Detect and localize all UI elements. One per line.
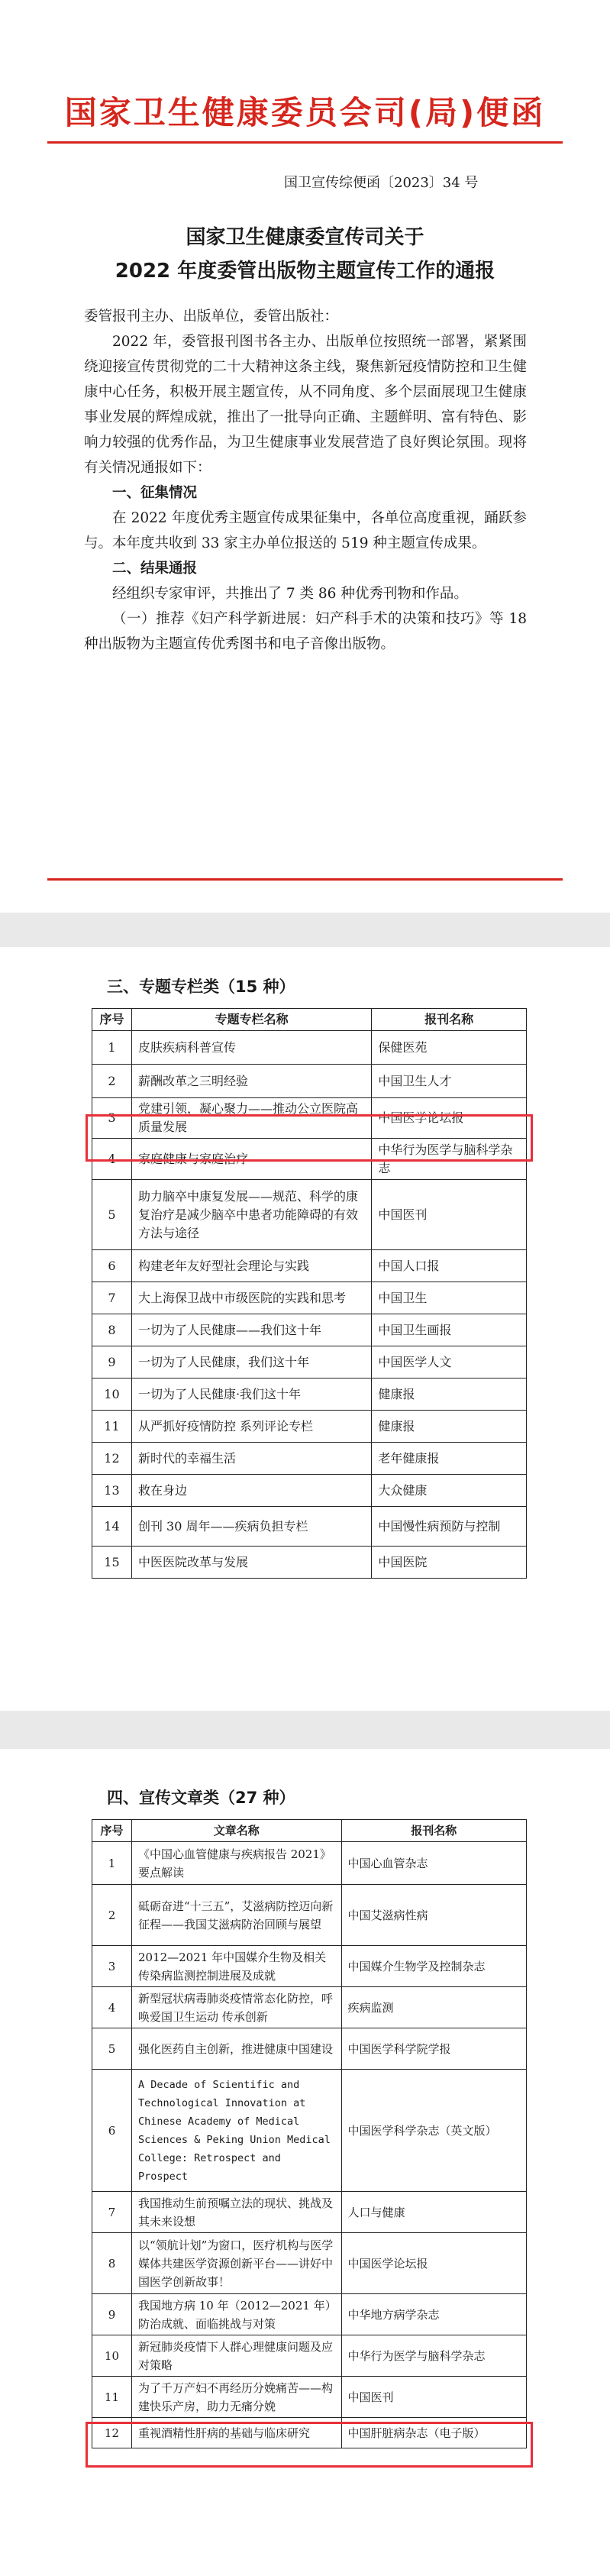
row-name: 砥砺奋进“十三五”，艾滋病防控迈向新征程——我国艾滋病防治回顾与展望 [131, 1885, 341, 1946]
row-journal: 中国卫生人才 [372, 1065, 527, 1098]
row-name: 新冠肺炎疫情下人群心理健康问题及应对策略 [131, 2335, 341, 2377]
row-no: 12 [92, 1443, 132, 1475]
table-row [92, 2418, 527, 2448]
row-name: 新时代的幸福生活 [131, 1443, 371, 1475]
table-row [92, 1282, 527, 1314]
row-no: 3 [92, 1946, 132, 1987]
row-name: 大上海保卫战中市级医院的实践和思考 [131, 1282, 371, 1314]
table-row [92, 1475, 527, 1507]
row-no: 2 [92, 1885, 132, 1946]
page-gap [0, 1711, 610, 1749]
row-no: 7 [92, 1282, 132, 1314]
row-journal: 人口与健康 [341, 2192, 526, 2233]
table-row [92, 2294, 527, 2335]
table-page-2 [0, 1749, 610, 2576]
header-journal: 报刊名称 [341, 1820, 526, 1842]
paragraph-recommend: （一）推荐《妇产科学新进展：妇产科手术的决策和技巧》等 18 种出版物为主题宣传优秀图书和电子音像出版物。 [84, 611, 527, 652]
row-journal: 中国医学论坛报 [341, 2233, 526, 2294]
row-journal: 中国医刊 [341, 2377, 526, 2418]
row-no: 11 [92, 2377, 132, 2418]
page-gap [0, 913, 610, 947]
letterhead-title: 国家卫生健康委员会司(局)便函 [64, 94, 546, 131]
row-no: 6 [92, 1250, 132, 1282]
paragraph-collection: 在 2022 年度优秀主题宣传成果征集中，各单位高度重视，踊跃参与。本年度共收到 33 家主办单位报送的 519 种主题宣传成果。 [84, 510, 527, 551]
row-journal: 中国医学人文 [372, 1346, 527, 1378]
row-name: 我国地方病 10 年（2012—2021 年）防治成就、面临挑战与对策 [131, 2294, 341, 2335]
section-title-articles: 四、宣传文章类（27 种） [107, 1789, 295, 1807]
articles-table [92, 1819, 527, 2448]
table-row [92, 1946, 527, 1987]
table-row [92, 2192, 527, 2233]
table-page-1 [0, 947, 610, 1711]
salutation: 委管报刊主办、出版单位，委管出版社： [84, 309, 339, 325]
row-no: 11 [92, 1411, 132, 1443]
document-title-line1: 国家卫生健康委宣传司关于 [186, 226, 424, 249]
row-name: 创刊 30 周年——疾病负担专栏 [131, 1507, 371, 1547]
row-journal: 保健医苑 [372, 1031, 527, 1065]
row-journal: 中国医院 [372, 1547, 527, 1579]
row-no: 9 [92, 1346, 132, 1378]
row-name: 一切为了人民健康——我们这十年 [131, 1314, 371, 1346]
row-no: 12 [92, 2418, 132, 2448]
table-row [92, 1507, 527, 1547]
row-no: 4 [92, 1139, 132, 1180]
row-journal: 中华行为医学与脑科学杂志 [341, 2335, 526, 2377]
row-journal: 大众健康 [372, 1475, 527, 1507]
row-name: 救在身边 [131, 1475, 371, 1507]
row-journal: 健康报 [372, 1411, 527, 1443]
heading-results: 二、结果通报 [112, 561, 198, 577]
row-name: 2012—2021 年中国媒介生物及相关传染病监测控制进展及成就 [131, 1946, 341, 1987]
letter-page [0, 0, 610, 913]
row-name: 新型冠状病毒肺炎疫情常态化防控，呼唤爱国卫生运动 传承创新 [131, 1987, 341, 2028]
table-row [92, 1346, 527, 1378]
table-header-row [92, 1009, 527, 1031]
row-name: 重视酒精性肝病的基础与临床研究 [131, 2418, 341, 2448]
document-number: 国卫宣传综便函〔2023〕34 号 [284, 175, 479, 191]
row-no: 14 [92, 1507, 132, 1547]
row-no: 9 [92, 2294, 132, 2335]
table-row [92, 2028, 527, 2070]
row-no: 5 [92, 1180, 132, 1250]
row-no: 1 [92, 1842, 132, 1885]
row-no: 15 [92, 1547, 132, 1579]
table-row [92, 1250, 527, 1282]
row-no: 5 [92, 2028, 132, 2070]
row-journal: 中国医刊 [372, 1180, 527, 1250]
row-no: 10 [92, 2335, 132, 2377]
heading-collection: 一、征集情况 [112, 485, 198, 501]
table-row [92, 1378, 527, 1411]
section-title-columns: 三、专题专栏类（15 种） [107, 978, 295, 996]
columns-table [92, 1008, 527, 1579]
row-name: 构建老年友好型社会理论与实践 [131, 1250, 371, 1282]
row-no: 1 [92, 1031, 132, 1065]
row-no: 8 [92, 2233, 132, 2294]
table-row [92, 1031, 527, 1065]
table-row [92, 2233, 527, 2294]
row-no: 8 [92, 1314, 132, 1346]
row-name: 一切为了人民健康，我们这十年 [131, 1346, 371, 1378]
row-name: 一切为了人民健康·我们这十年 [131, 1378, 371, 1411]
header-no: 序号 [92, 1009, 132, 1031]
row-no: 6 [92, 2070, 132, 2192]
paragraph-intro: 2022 年，委管报刊图书各主办、出版单位按照统一部署，紧紧围绕迎接宣传贯彻党的二十大精神这条主线，聚焦新冠疫情防控和卫生健康中心任务，积极开展主题宣传，从不同角度、多个层面展现卫生健康事业发展的辉煌成就，推出了一批导向正确、主题鲜明、富有特色、影响力较强的优秀作品，为卫生健康事业发展营造了良好舆论氛围。现将有关情况通报如下： [84, 334, 527, 476]
table-row [92, 2335, 527, 2377]
row-journal: 中国心血管杂志 [341, 1842, 526, 1885]
letterhead-rule [47, 141, 563, 144]
row-name: 我国推动生前预嘱立法的现状、挑战及其未来设想 [131, 2192, 341, 2233]
row-no: 4 [92, 1987, 132, 2028]
table-row [92, 1547, 527, 1579]
header-name: 专题专栏名称 [131, 1009, 371, 1031]
row-journal: 中国医学论坛报 [372, 1098, 527, 1139]
row-no: 3 [92, 1098, 132, 1139]
row-name: 助力脑卒中康复发展——规范、科学的康复治疗是减少脑卒中患者功能障碍的有效方法与途径 [131, 1180, 371, 1250]
footer-rule [47, 878, 563, 881]
row-journal: 疾病监测 [341, 1987, 526, 2028]
row-journal: 中国媒介生物学及控制杂志 [341, 1946, 526, 1987]
table-row [92, 1314, 527, 1346]
row-journal: 健康报 [372, 1378, 527, 1411]
row-journal: 中国慢性病预防与控制 [372, 1507, 527, 1547]
table-row [92, 1842, 527, 1885]
row-name: 薪酬改革之三明经验 [131, 1065, 371, 1098]
paragraph-results: 经组织专家审评，共推出了 7 类 86 种优秀刊物和作品。 [112, 586, 468, 602]
row-journal: 中华行为医学与脑科学杂志 [372, 1139, 527, 1180]
row-name: 中医医院改革与发展 [131, 1547, 371, 1579]
row-journal: 中国人口报 [372, 1250, 527, 1282]
table-row [92, 1139, 527, 1180]
row-name: 《中国心血管健康与疾病报告 2021》要点解读 [131, 1842, 341, 1885]
table-row [92, 2377, 527, 2418]
row-journal: 中国卫生 [372, 1282, 527, 1314]
table-row [92, 1885, 527, 1946]
row-no: 2 [92, 1065, 132, 1098]
row-no: 10 [92, 1378, 132, 1411]
row-no: 13 [92, 1475, 132, 1507]
row-journal: 老年健康报 [372, 1443, 527, 1475]
table-row [92, 1065, 527, 1098]
row-name: A Decade of Scientific and Technological Innovation at Chinese Academy of Medical Sciences & Peking Union Medical College: Retrospect and Prospect [131, 2070, 341, 2192]
table-row [92, 1180, 527, 1250]
row-name: 为了千万产妇不再经历分娩痛苦——构建快乐产房，助力无痛分娩 [131, 2377, 341, 2418]
table-header-row [92, 1820, 527, 1842]
row-no: 7 [92, 2192, 132, 2233]
table-row [92, 1443, 527, 1475]
row-name: 强化医药自主创新，推进健康中国建设 [131, 2028, 341, 2070]
table-row [92, 1987, 527, 2028]
row-journal: 中国艾滋病性病 [341, 1885, 526, 1946]
row-journal: 中国医学科学杂志（英文版） [341, 2070, 526, 2192]
row-name: 皮肤疾病科普宣传 [131, 1031, 371, 1065]
table-row [92, 1098, 527, 1139]
header-name: 文章名称 [131, 1820, 341, 1842]
row-journal: 中国卫生画报 [372, 1314, 527, 1346]
header-no: 序号 [92, 1820, 132, 1842]
row-name: 以“领航计划”为窗口，医疗机构与医学媒体共建医学资源创新平台——讲好中国医学创新故事！ [131, 2233, 341, 2294]
row-name: 从严抓好疫情防控 系列评论专栏 [131, 1411, 371, 1443]
row-journal: 中国肝脏病杂志（电子版） [341, 2418, 526, 2448]
table-row [92, 2070, 527, 2192]
header-journal: 报刊名称 [372, 1009, 527, 1031]
row-name: 党建引领，凝心聚力——推动公立医院高质量发展 [131, 1098, 371, 1139]
table-row [92, 1411, 527, 1443]
document-title-line2: 2022 年度委管出版物主题宣传工作的通报 [115, 260, 495, 283]
row-journal: 中华地方病学杂志 [341, 2294, 526, 2335]
row-name: 家庭健康与家庭治疗 [131, 1139, 371, 1180]
letter-body [84, 304, 527, 657]
row-journal: 中国医学科学院学报 [341, 2028, 526, 2070]
